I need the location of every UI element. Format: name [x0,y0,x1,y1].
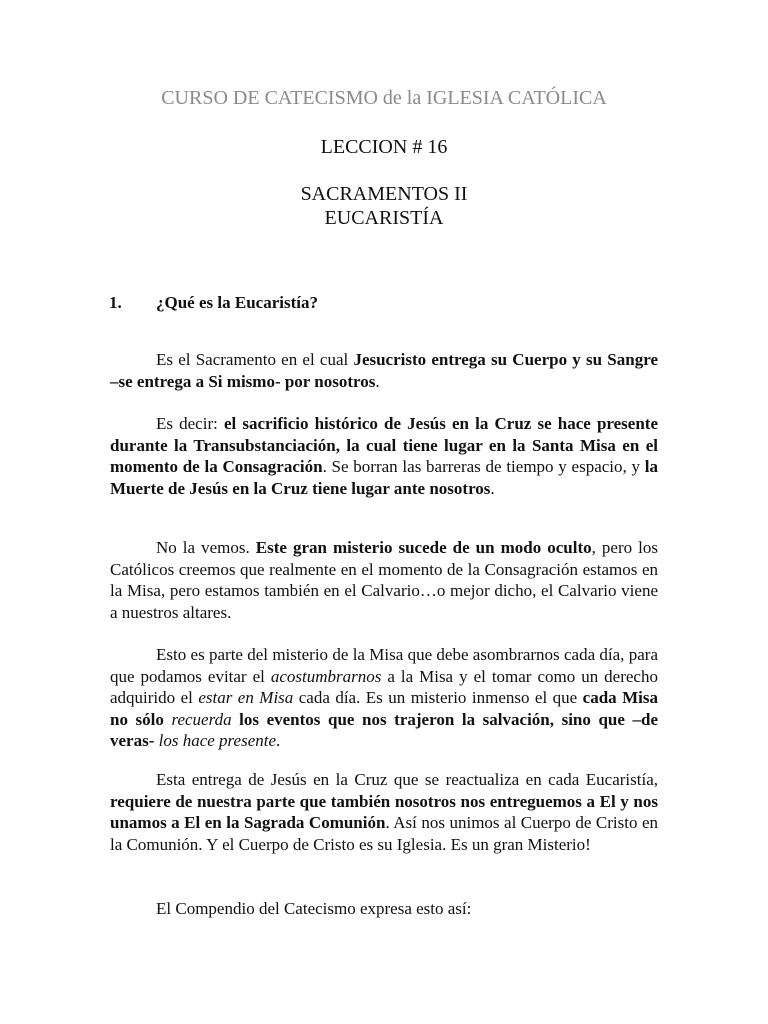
italic-run: estar en Misa [198,688,294,707]
paragraph-compendium [110,898,658,920]
text-run: , pero los Católicos creemos que realmente en el momento de la Consagración estamos en la Misa, pero estamos también en el Calvario…o mejor dicho, el Calvario viene a nuestros altares. [110,538,659,622]
topic-title-line2: EUCARISTÍA [324,207,444,229]
text-run: Esto es parte del misterio de la Misa que debe asombrarnos cada día, para que podamos evitar el [110,645,658,686]
question-number: 1. [109,293,122,312]
text-run: El Compendio del Catecismo expresa esto así: [156,899,472,918]
lesson-number: LECCION # 16 [320,136,448,158]
text-run: . [490,478,495,498]
paragraph-communion [110,769,658,855]
italic-run: los hace presente [158,731,277,750]
topic-title-line1: SACRAMENTOS II [300,183,468,205]
text-run: No la vemos. [156,538,256,557]
bold-run: los eventos que nos trajeron la salvación, sino que –de veras- [110,709,658,750]
text-run: cada día. Es un misterio inmenso el que [293,688,583,707]
text-run: Esta entrega de Jesús en la Cruz que se reactualiza en cada Eucaristía, [156,770,658,789]
bold-run: requiere de nuestra parte que también nosotros nos entreguemos a El y nos unamos a El en la Sagrada Comunión [110,791,658,832]
text-run: . Así nos unimos al Cuerpo de Cristo en la Comunión. Y el Cuerpo de Cristo es su Iglesia. Es un gran Misterio! [110,813,658,854]
paragraph-sacrifice [110,413,658,499]
paragraph-mass [110,644,658,752]
text-run: a la Misa y el tomar como un derecho adquirido el [110,666,658,707]
question-text: ¿Qué es la Eucaristía? [156,293,318,312]
text-run: . [276,731,281,750]
text-run: . Se borran las barreras de tiempo y espacio, y [322,457,645,476]
text-run: Es el Sacramento en el cual [156,350,354,369]
bold-run: el sacrificio histórico de Jesús en la Cruz se hace presente durante la Transubstanciación, la cual tiene lugar en la Santa Misa en el momento de la Consagración [110,414,659,476]
paragraph-mystery [110,537,658,623]
question-heading [109,292,318,314]
course-title: CURSO DE CATECISMO de la IGLESIA CATÓLICA [161,87,607,109]
text-run: . [375,371,380,391]
bold-run: Este gran misterio sucede de un modo oculto [255,538,592,557]
bold-run: Jesucristo entrega su Cuerpo y su Sangre –se entrega a Si mismo- por nosotros [110,350,658,391]
bold-run: cada Misa no sólo [110,688,658,729]
italic-run: acostumbrarnos [270,666,382,686]
paragraph-definition [110,349,658,392]
italic-run: recuerda [171,709,232,729]
bold-run: la Muerte de Jesús en la Cruz tiene lugar ante nosotros [110,457,658,498]
text-run: Es decir: [156,414,224,433]
